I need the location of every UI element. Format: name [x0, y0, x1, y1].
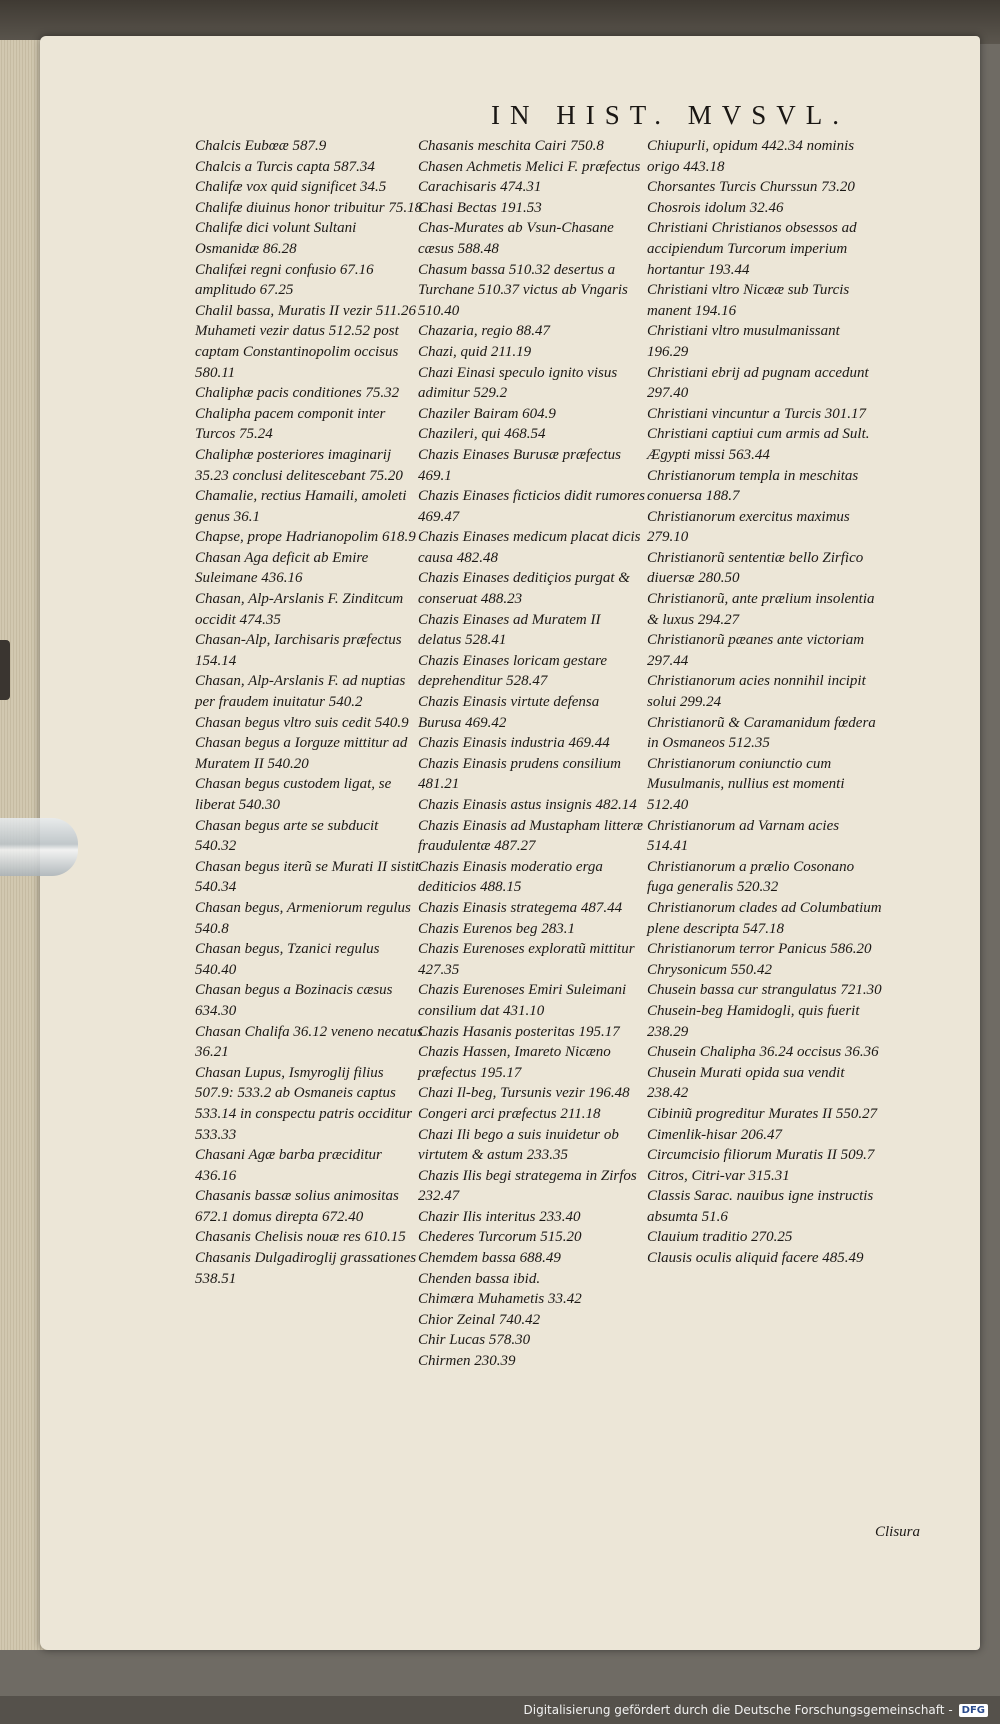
index-entry: Chazi, quid 211.19	[418, 343, 532, 360]
index-entry: Chasan, Alp-Arslanis F. ad nuptias per fraudem inuitatur 540.2	[195, 673, 406, 711]
index-entry: Chazis Einasis moderatio erga dediticios 488.15	[418, 858, 603, 896]
index-entry: Christianorum ad Varnam acies 514.41	[647, 817, 840, 855]
dfg-logo: DFG	[959, 1704, 988, 1717]
index-entry: Chazis Einases Burusæ præfectus 469.1	[418, 446, 621, 484]
index-entry: Chusein Chalipha 36.24 occisus 36.36	[647, 1044, 879, 1061]
index-entry: Chazis Hasanis posteritas 195.17	[418, 1023, 620, 1040]
index-entry: Christianorum a prælio Cosonano fuga generalis 520.32	[647, 858, 855, 896]
index-entry: Chimæra Muhametis 33.42	[418, 1291, 582, 1308]
index-entry: Chasan begus iterũ se Murati II sistit 540.34	[195, 858, 420, 896]
index-entry: Cimenlik-hisar 206.47	[647, 1126, 782, 1143]
index-entry: Christiani vincuntur a Turcis 301.17	[647, 405, 867, 422]
index-entry: Chasan begus vltro suis cedit 540.9	[195, 714, 409, 731]
index-entry: Chasanis Chelisis nouæ res 610.15	[195, 1229, 406, 1246]
index-entry: Chazis Einasis prudens consilium 481.21	[418, 755, 621, 793]
index-entry: Chusein-beg Hamidogli, quis fuerit 238.29	[647, 1002, 860, 1040]
index-entry: Chazis Einases medicum placat dicis causa 482.48	[418, 529, 641, 566]
index-entry: Chalifæ dici volunt Sultani Osmanidæ 86.28	[195, 220, 357, 257]
index-entry: Chazis Einasis industria 469.44	[418, 735, 610, 752]
index-entry: Chirmen 230.39	[418, 1353, 516, 1370]
index-entry: Chusein bassa cur strangulatus 721.30	[647, 982, 882, 999]
index-entry: Christiani vltro Nicææ sub Turcis manent 194.16	[647, 282, 850, 319]
index-entry: Chazis Einasis strategema 487.44	[418, 899, 623, 916]
index-entry: Chir Lucas 578.30	[418, 1332, 531, 1349]
index-entry: Chazis Einasis virtute defensa Burusa 469.42	[418, 694, 600, 731]
index-entry: Chalifæi regni confusio 67.16 amplitudo 67.25	[195, 261, 374, 299]
index-entry: Chasan begus, Tzanici regulus 540.40	[195, 941, 380, 978]
index-entry: Chamalie, rectius Hamaili, amoleti genus 36.1	[195, 488, 407, 525]
index-entry: Chazi Ili bego a suis inuidetur ob virtutem & astum 233.35	[418, 1126, 619, 1164]
page-marker-tab	[0, 640, 10, 700]
index-entry: Christianorũ & Caramanidum fœdera in Osmaneos 512.35	[647, 714, 876, 752]
index-entry: Chosrois idolum 32.46	[647, 199, 784, 216]
index-entry: Chazis Eurenos beg 283.1	[418, 920, 575, 937]
index-entry: Chasan begus a Bozinacis cæsus 634.30	[195, 982, 393, 1019]
index-entry: Chasan Aga deficit ab Emire Suleimane 436.16	[195, 549, 369, 587]
index-entry: Chasani Agæ barba præciditur 436.16	[195, 1147, 382, 1184]
index-entry: Chazaria, regio 88.47	[418, 323, 550, 340]
index-entry: Chazi Einasi speculo ignito visus adimitur 529.2	[418, 364, 618, 402]
index-entry: Chas-Murates ab Vsun-Chasane cæsus 588.48	[418, 220, 614, 257]
index-entry: Chazis Einases deditiçios purgat & conseruat 488.23	[418, 570, 630, 608]
index-entry: Chasum bassa 510.32 desertus a Turchane 510.37 victus ab Vngaris 510.40	[418, 261, 628, 319]
index-entry: Christianorum templa in meschitas conuersa 188.7	[647, 467, 859, 505]
footer-bar	[0, 1696, 1000, 1724]
index-entry: Chalifæ diuinus honor tribuitur 75.18	[195, 199, 423, 216]
index-entry: Chalipha pacem componit inter Turcos 75.24	[195, 405, 386, 443]
index-entry: Chrysonicum 550.42	[647, 961, 772, 978]
index-entry: Christiani captiui cum armis ad Sult. Ægypti missi 563.44	[647, 426, 870, 463]
index-entry: Christianorum terror Panicus 586.20	[647, 941, 872, 958]
index-entry: Chapse, prope Hadrianopolim 618.9	[195, 529, 416, 546]
index-entry: Chazis Eurenoses exploratũ mittitur 427.35	[418, 941, 635, 978]
index-entry: Chazis Einases ficticios didit rumores 469.47	[418, 488, 645, 525]
index-entry: Christianorũ pæanes ante victoriam 297.44	[647, 632, 865, 669]
index-entry: Chazir Ilis interitus 233.40	[418, 1208, 581, 1225]
index-entry: Citros, Citri-var 315.31	[647, 1167, 790, 1184]
index-entry: Chederes Turcorum 515.20	[418, 1229, 582, 1246]
index-entry: Chazis Eurenoses Emiri Suleimani consilium dat 431.10	[418, 982, 627, 1019]
index-entry: Chazis Einasis ad Mustapham litteræ fraudulentæ 487.27	[418, 817, 644, 855]
index-entry: Chaziler Bairam 604.9	[418, 405, 556, 422]
index-entry: Chasi Bectas 191.53	[418, 199, 542, 216]
index-entry: Chasan begus custodem ligat, se liberat 540.30	[195, 776, 392, 813]
index-entry: Chazis Einases loricam gestare deprehenditur 528.47	[418, 652, 608, 690]
index-entry: Christianorũ, ante prælium insolentia & luxus 294.27	[647, 591, 875, 628]
index-entry: Christianorum coniunctio cum Musulmanis, nullius est momenti 512.40	[647, 755, 845, 813]
index-entry: Chiupurli, opidum 442.34 nominis origo 443.18	[647, 138, 855, 175]
index-entry: Chalcis a Turcis capta 587.34	[195, 158, 375, 175]
index-entry: Christianorum exercitus maximus 279.10	[647, 508, 850, 546]
index-entry: Chazi Il-beg, Tursunis vezir 196.48 Congeri arci præfectus 211.18	[418, 1085, 630, 1122]
running-head: IN HIST. MVSVL.	[491, 100, 849, 130]
index-entry: Chorsantes Turcis Churssun 73.20	[647, 179, 855, 196]
index-entry: Christianorum clades ad Columbatium plene descripta 547.18	[647, 899, 882, 937]
index-entry: Clauium traditio 270.25	[647, 1229, 793, 1246]
index-entry: Christiani Christianos obsessos ad accipiendum Turcorum imperium hortantur 193.44	[647, 220, 857, 278]
index-entry: Chasanis bassæ solius animositas 672.1 domus direpta 672.40	[195, 1188, 399, 1225]
index-entry: Chasan Lupus, Ismyroglij filius 507.9: 533.2 ab Osmaneis captus 533.14 in conspectu patris occiditur 533.33	[195, 1064, 413, 1143]
index-entry: Chemdem bassa 688.49	[418, 1250, 561, 1267]
index-entry: Chasan begus, Armeniorum regulus 540.8	[195, 899, 411, 937]
index-entry: Chasen Achmetis Melici F. præfectus Carachisaris 474.31	[418, 158, 641, 196]
index-entry: Chasan Chalifa 36.12 veneno necatus 36.21	[195, 1023, 423, 1061]
book-page	[40, 36, 980, 1650]
index-entry: Christiani vltro musulmanissant 196.29	[647, 323, 840, 360]
index-entry: Chazis Hassen, Imareto Nicæno præfectus 195.17	[418, 1044, 611, 1081]
index-entry: Christianorũ sententiæ bello Zirfico diuersæ 280.50	[647, 549, 864, 587]
index-entry: Chalcis Eubœæ 587.9	[195, 138, 327, 154]
book-clamp	[0, 818, 78, 876]
index-entry: Chazis Einases ad Muratem II delatus 528.41	[418, 611, 601, 649]
index-entry: Christiani ebrij ad pugnam accedunt 297.40	[647, 364, 869, 402]
index-entry: Chalifæ vox quid significet 34.5	[195, 179, 387, 196]
index-entry: Circumcisio filiorum Muratis II 509.7	[647, 1147, 875, 1164]
footer-text: Digitalisierung gefördert durch die Deutsche Forschungsgemeinschaft -	[523, 1703, 953, 1717]
index-entry: Chasanis Dulgadiroglij grassationes 538.51	[195, 1250, 417, 1287]
index-entry: Clausis oculis aliquid facere 485.49	[647, 1250, 864, 1267]
index-column-3	[647, 136, 882, 1269]
index-entry: Cibiniũ progreditur Murates II 550.27	[647, 1105, 878, 1122]
index-column-1	[195, 136, 423, 1289]
index-entry: Chusein Murati opida sua vendit 238.42	[647, 1064, 845, 1102]
index-entry: Chasan begus arte se subducit 540.32	[195, 817, 379, 855]
index-entry: Chalil bassa, Muratis II vezir 511.26 Muhameti vezir datus 512.52 post captam Constantinopolim occisus 580.11	[195, 302, 416, 381]
index-entry: Chior Zeinal 740.42	[418, 1311, 541, 1328]
index-entry: Chasanis meschita Cairi 750.8	[418, 138, 604, 154]
index-column-2	[418, 136, 646, 1372]
index-entry: Chasan-Alp, Iarchisaris præfectus 154.14	[195, 632, 402, 669]
index-entry: Chazis Einasis astus insignis 482.14	[418, 797, 637, 813]
index-entry: Chaliphæ posteriores imaginarij 35.23 conclusi delitescebant 75.20	[195, 446, 403, 484]
catchword: Clisura	[874, 1524, 920, 1540]
index-entry: Chaliphæ pacis conditiones 75.32	[195, 385, 400, 402]
index-entry: Chazileri, qui 468.54	[418, 426, 546, 443]
index-entry: Christianorum acies nonnihil incipit solui 299.24	[647, 673, 866, 711]
index-entry: Chenden bassa ibid.	[418, 1270, 541, 1287]
index-entry: Chazis Ilis begi strategema in Zirfos 232.47	[418, 1167, 637, 1205]
index-entry: Chasan, Alp-Arslanis F. Zinditcum occidit 474.35	[195, 591, 404, 628]
index-entry: Chasan begus a Iorguze mittitur ad Muratem II 540.20	[195, 735, 408, 772]
index-entry: Classis Sarac. nauibus igne instructis absumta 51.6	[647, 1188, 874, 1225]
